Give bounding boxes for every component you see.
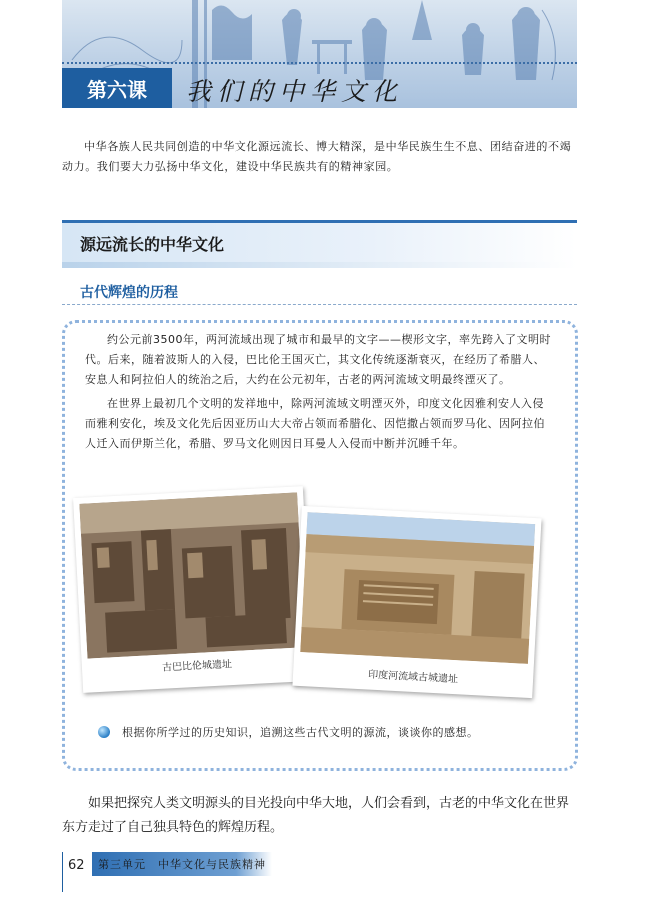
photo-indus-ruins (292, 506, 541, 698)
photo2-caption: 印度河流域古城遗址 (367, 669, 459, 686)
photo-babylon-ruins (73, 486, 313, 693)
header-dotted-rule (62, 62, 577, 64)
lesson-number-tab: 第六课 (62, 68, 172, 108)
discussion-question (98, 724, 479, 740)
photo1-caption: 古巴比伦城遗址 (161, 659, 233, 674)
footer-rule (62, 852, 63, 892)
babylon-ruins-image (79, 492, 305, 658)
page-number: 62 (68, 858, 85, 873)
subsection-rule (62, 304, 577, 305)
reading-paragraph-2: 在世界上最初几个文明的发祥地中，除两河流域文明湮灭外，印度文化因雅利安人入侵而雅利安化，埃及文化先后因亚历山大大帝占领而希腊化、因恺撒占领而罗马化、因阿拉伯人迁入而伊斯兰化，希腊、罗马文化则因日耳曼人入侵而中断并沉睡千年。 (85, 397, 545, 450)
lesson-title: 我们的中华文化 (186, 77, 404, 106)
lesson-intro: 中华各族人民共同创造的中华文化源远流长、博大精深，是中华民族生生不息、团结奋进的不竭动力。我们要大力弘扬中华文化，建设中华民族共有的精神家园。 (62, 140, 572, 173)
unit-label: 第三单元 中华文化与民族精神 (98, 858, 266, 871)
question-bullet-icon (98, 726, 110, 738)
section-title: 源远流长的中华文化 (80, 235, 225, 254)
reading-paragraph-1: 约公元前3500年，两河流域出现了城市和最早的文字——楔形文字，率先跨入了文明时代。后来，随着波斯人的入侵，巴比伦王国灭亡，其文化传统逐渐衰灭，在经历了希腊人、安息人和阿拉伯人的统治之后，大约在公元初年，古老的两河流域文明最终湮灭了。 (85, 333, 551, 386)
section-bar-shade (62, 262, 577, 268)
indus-ruins-image (300, 512, 535, 664)
subsection-title: 古代辉煌的历程 (80, 285, 178, 301)
body-paragraph: 如果把探究人类文明源头的目光投向中华大地，人们会看到，古老的中华文化在世界东方走过了自己独具特色的辉煌历程。 (62, 796, 570, 835)
question-text: 根据你所学过的历史知识，追溯这些古代文明的源流，谈谈你的感想。 (122, 726, 479, 739)
